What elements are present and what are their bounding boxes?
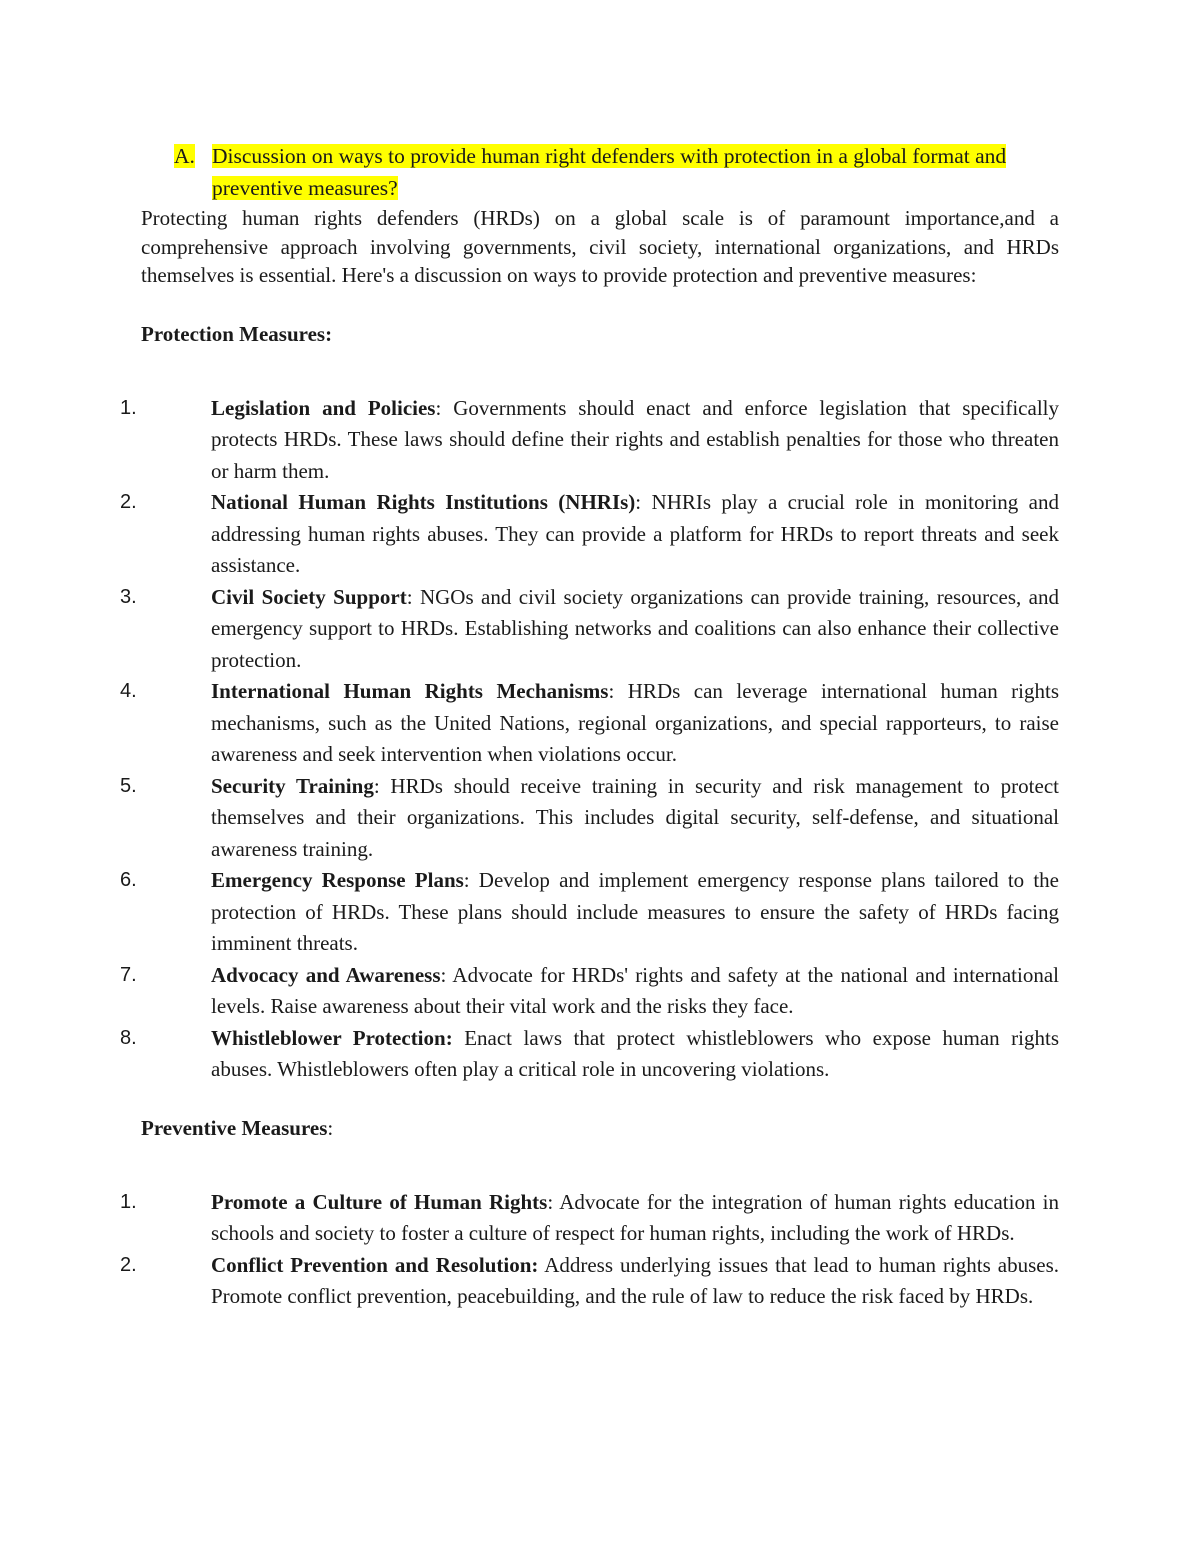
preventive-measures-list bbox=[120, 1187, 1059, 1313]
list-item: 6. Emergency Response Plans: Develop and implement emergency response plans tailored to the protection of HRDs. These plans should include measures to ensure the safety of HRDs facing imminent threats. bbox=[120, 868, 1059, 955]
heading-marker: A. bbox=[174, 144, 195, 168]
list-item: 5. Security Training: HRDs should receive training in security and risk management to protect themselves and their organizations. This includes digital security, self-defense, and situational awareness training. bbox=[120, 773, 1059, 861]
list-item: 1. Promote a Culture of Human Rights: Advocate for the integration of human rights education in schools and society to foster a culture of respect for human rights, including the work of HRDs. bbox=[120, 1189, 1059, 1245]
protection-measures-title: Protection Measures: bbox=[141, 321, 333, 346]
list-item: 4. International Human Rights Mechanisms: HRDs can leverage international human rights mechanisms, such as the United Nations, regional organizations, and special rapporteurs, to raise awareness and seek intervention when violations occur. bbox=[120, 679, 1060, 766]
question-heading bbox=[174, 141, 1059, 204]
list-item: 7. Advocacy and Awareness: Advocate for HRDs' rights and safety at the national and international levels. Raise awareness about their vital work and the risks they face. bbox=[120, 962, 1059, 1018]
list-item: 2. Conflict Prevention and Resolution: Address underlying issues that lead to human rights abuses. Promote conflict prevention, peacebuilding, and the rule of law to reduce the risk faced by HRDs. bbox=[120, 1252, 1059, 1308]
list-item: 3. Civil Society Support: NGOs and civil society organizations can provide training, resources, and emergency support to HRDs. Establishing networks and coalitions can also enhance their collective protection. bbox=[120, 584, 1059, 672]
list-item: 8. Whistleblower Protection: Enact laws that protect whistleblowers who expose human rights abuses. Whistleblowers often play a critical role in uncovering violations. bbox=[120, 1025, 1059, 1081]
heading-text: Discussion on ways to provide human right defenders with protection in a global format and preventive measures? bbox=[212, 144, 1007, 200]
list-item: 1. Legislation and Policies: Governments should enact and enforce legislation that specifically protects HRDs. These laws should define their rights and establish penalties for those who threaten or harm them. bbox=[120, 395, 1059, 483]
preventive-measures-title: Preventive Measures: bbox=[141, 1115, 334, 1140]
protection-measures-list bbox=[120, 393, 1060, 1086]
list-item: 2. National Human Rights Institutions (NHRIs): NHRIs play a crucial role in monitoring and addressing human rights abuses. They can provide a platform for HRDs to report threats and seek assistance. bbox=[120, 490, 1059, 577]
document-page bbox=[120, 141, 1060, 1313]
intro-paragraph: Protecting human rights defenders (HRDs) on a global scale is of paramount importance,and a comprehensive approach involving governments, civil society, international organizations, and HRDs themselves is essential. Here's a discussion on ways to provide protection and preventive measures: bbox=[141, 206, 1059, 287]
